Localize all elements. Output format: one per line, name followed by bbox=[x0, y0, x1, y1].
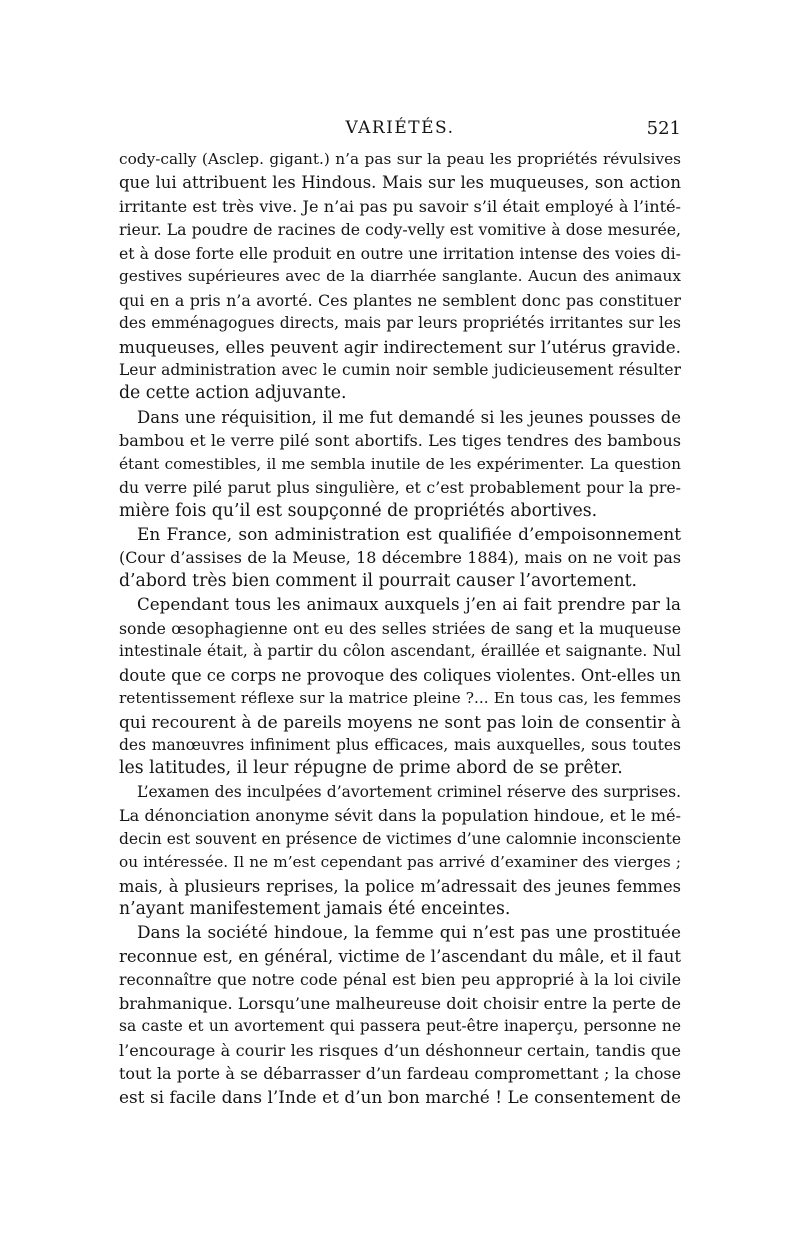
text-line: reconnue est, en général, victime de l’ascendant du mâle, et il faut bbox=[119, 946, 681, 966]
text-line: muqueuses, elles peuvent agir indirectement sur l’utérus gravide. bbox=[119, 336, 681, 357]
text-line: des emménagogues directs, mais par leurs propriétés irritantes sur les bbox=[119, 314, 681, 333]
running-title: VARIÉTÉS. bbox=[345, 118, 455, 138]
text-line: des manœuvres infiniment plus efficaces, mais auxquelles, sous toutes bbox=[119, 735, 681, 754]
text-line: étant comestibles, il me sembla inutile de les expérimenter. La question bbox=[119, 454, 681, 473]
page-number: 521 bbox=[646, 118, 681, 139]
text-line: d’abord très bien comment il pourrait causer l’avortement. bbox=[119, 570, 638, 591]
text-line: cody-cally (Asclep. gigant.) n’a pas sur la peau les propriétés révulsives bbox=[119, 150, 681, 168]
text-line: intestinale était, à partir du côlon ascendant, éraillée et saignante. Nul bbox=[119, 642, 681, 661]
body-text bbox=[119, 148, 681, 1109]
text-line: mière fois qu’il est soupçonné de propriétés abortives. bbox=[119, 500, 598, 521]
text-line: sa caste et un avortement qui passera peut-être inaperçu, personne ne bbox=[119, 1017, 681, 1036]
text-line: brahmanique. Lorsqu’une malheureuse doit choisir entre la perte de bbox=[119, 993, 681, 1013]
text-line: sonde œsophagienne ont eu des selles striées de sang et la muqueuse bbox=[119, 618, 681, 638]
text-line: Cependant tous les animaux auxquels j’en ai fait prendre par la bbox=[137, 594, 681, 615]
text-line: qui recourent à de pareils moyens ne sont pas loin de consentir à bbox=[119, 711, 681, 732]
text-line: n’ayant manifestement jamais été enceintes. bbox=[119, 899, 511, 919]
text-line: l’encourage à courir les risques d’un déshonneur certain, tandis que bbox=[119, 1040, 681, 1060]
text-line: irritante est très vive. Je n’ai pas pu savoir s’il était employé à l’inté- bbox=[119, 196, 681, 216]
text-line: de cette action adjuvante. bbox=[119, 383, 347, 404]
text-line: La dénonciation anonyme sévit dans la population hindoue, et le mé- bbox=[119, 806, 681, 826]
text-line: Dans la société hindoue, la femme qui n’est pas une prostituée bbox=[137, 922, 681, 943]
page-header bbox=[119, 118, 681, 144]
text-line: decin est souvent en présence de victimes d’une calomnie inconsciente bbox=[119, 829, 681, 848]
text-line: Leur administration avec le cumin noir semble judicieusement résulter bbox=[119, 360, 681, 379]
text-line: ou intéressée. Il ne m’est cependant pas arrivé d’examiner des vierges ; bbox=[119, 853, 681, 872]
text-line: bambou et le verre pilé sont abortifs. Les tiges tendres des bambous bbox=[119, 431, 681, 451]
text-line: gestives supérieures avec de la diarrhée sanglante. Aucun des animaux bbox=[119, 267, 681, 286]
text-line: Dans une réquisition, il me fut demandé si les jeunes pousses de bbox=[137, 407, 681, 427]
text-line: est si facile dans l’Inde et d’un bon marché ! Le consentement de bbox=[119, 1086, 681, 1107]
text-line: les latitudes, il leur répugne de prime abord de se prêter. bbox=[119, 758, 623, 779]
text-line: du verre pilé parut plus singulière, et c’est probablement pour la pre- bbox=[119, 478, 681, 498]
text-line: L’examen des inculpées d’avortement criminel réserve des surprises. bbox=[137, 782, 681, 801]
text-line: rieur. La poudre de racines de cody-velly est vomitive à dose mesurée, bbox=[119, 220, 681, 240]
text-line: doute que ce corps ne provoque des coliques violentes. Ont-elles un bbox=[119, 665, 681, 685]
text-line: En France, son administration est qualifiée d’empoisonnement bbox=[137, 524, 681, 544]
text-line: qui en a pris n’a avorté. Ces plantes ne semblent donc pas constituer bbox=[119, 290, 681, 310]
text-line: et à dose forte elle produit en outre une irritation intense des voies di- bbox=[119, 243, 681, 263]
text-line: mais, à plusieurs reprises, la police m’adressait des jeunes femmes bbox=[119, 876, 681, 896]
text-line: reconnaître que notre code pénal est bien peu approprié à la loi civile bbox=[119, 970, 681, 990]
text-line: retentissement réflexe sur la matrice pleine ?... En tous cas, les femmes bbox=[119, 689, 681, 708]
text-line: tout la porte à se débarrasser d’un fardeau compromettant ; la chose bbox=[119, 1064, 681, 1084]
text-line: (Cour d’assises de la Meuse, 18 décembre 1884), mais on ne voit pas bbox=[119, 548, 681, 568]
text-line: que lui attribuent les Hindous. Mais sur les muqueuses, son action bbox=[119, 173, 681, 193]
